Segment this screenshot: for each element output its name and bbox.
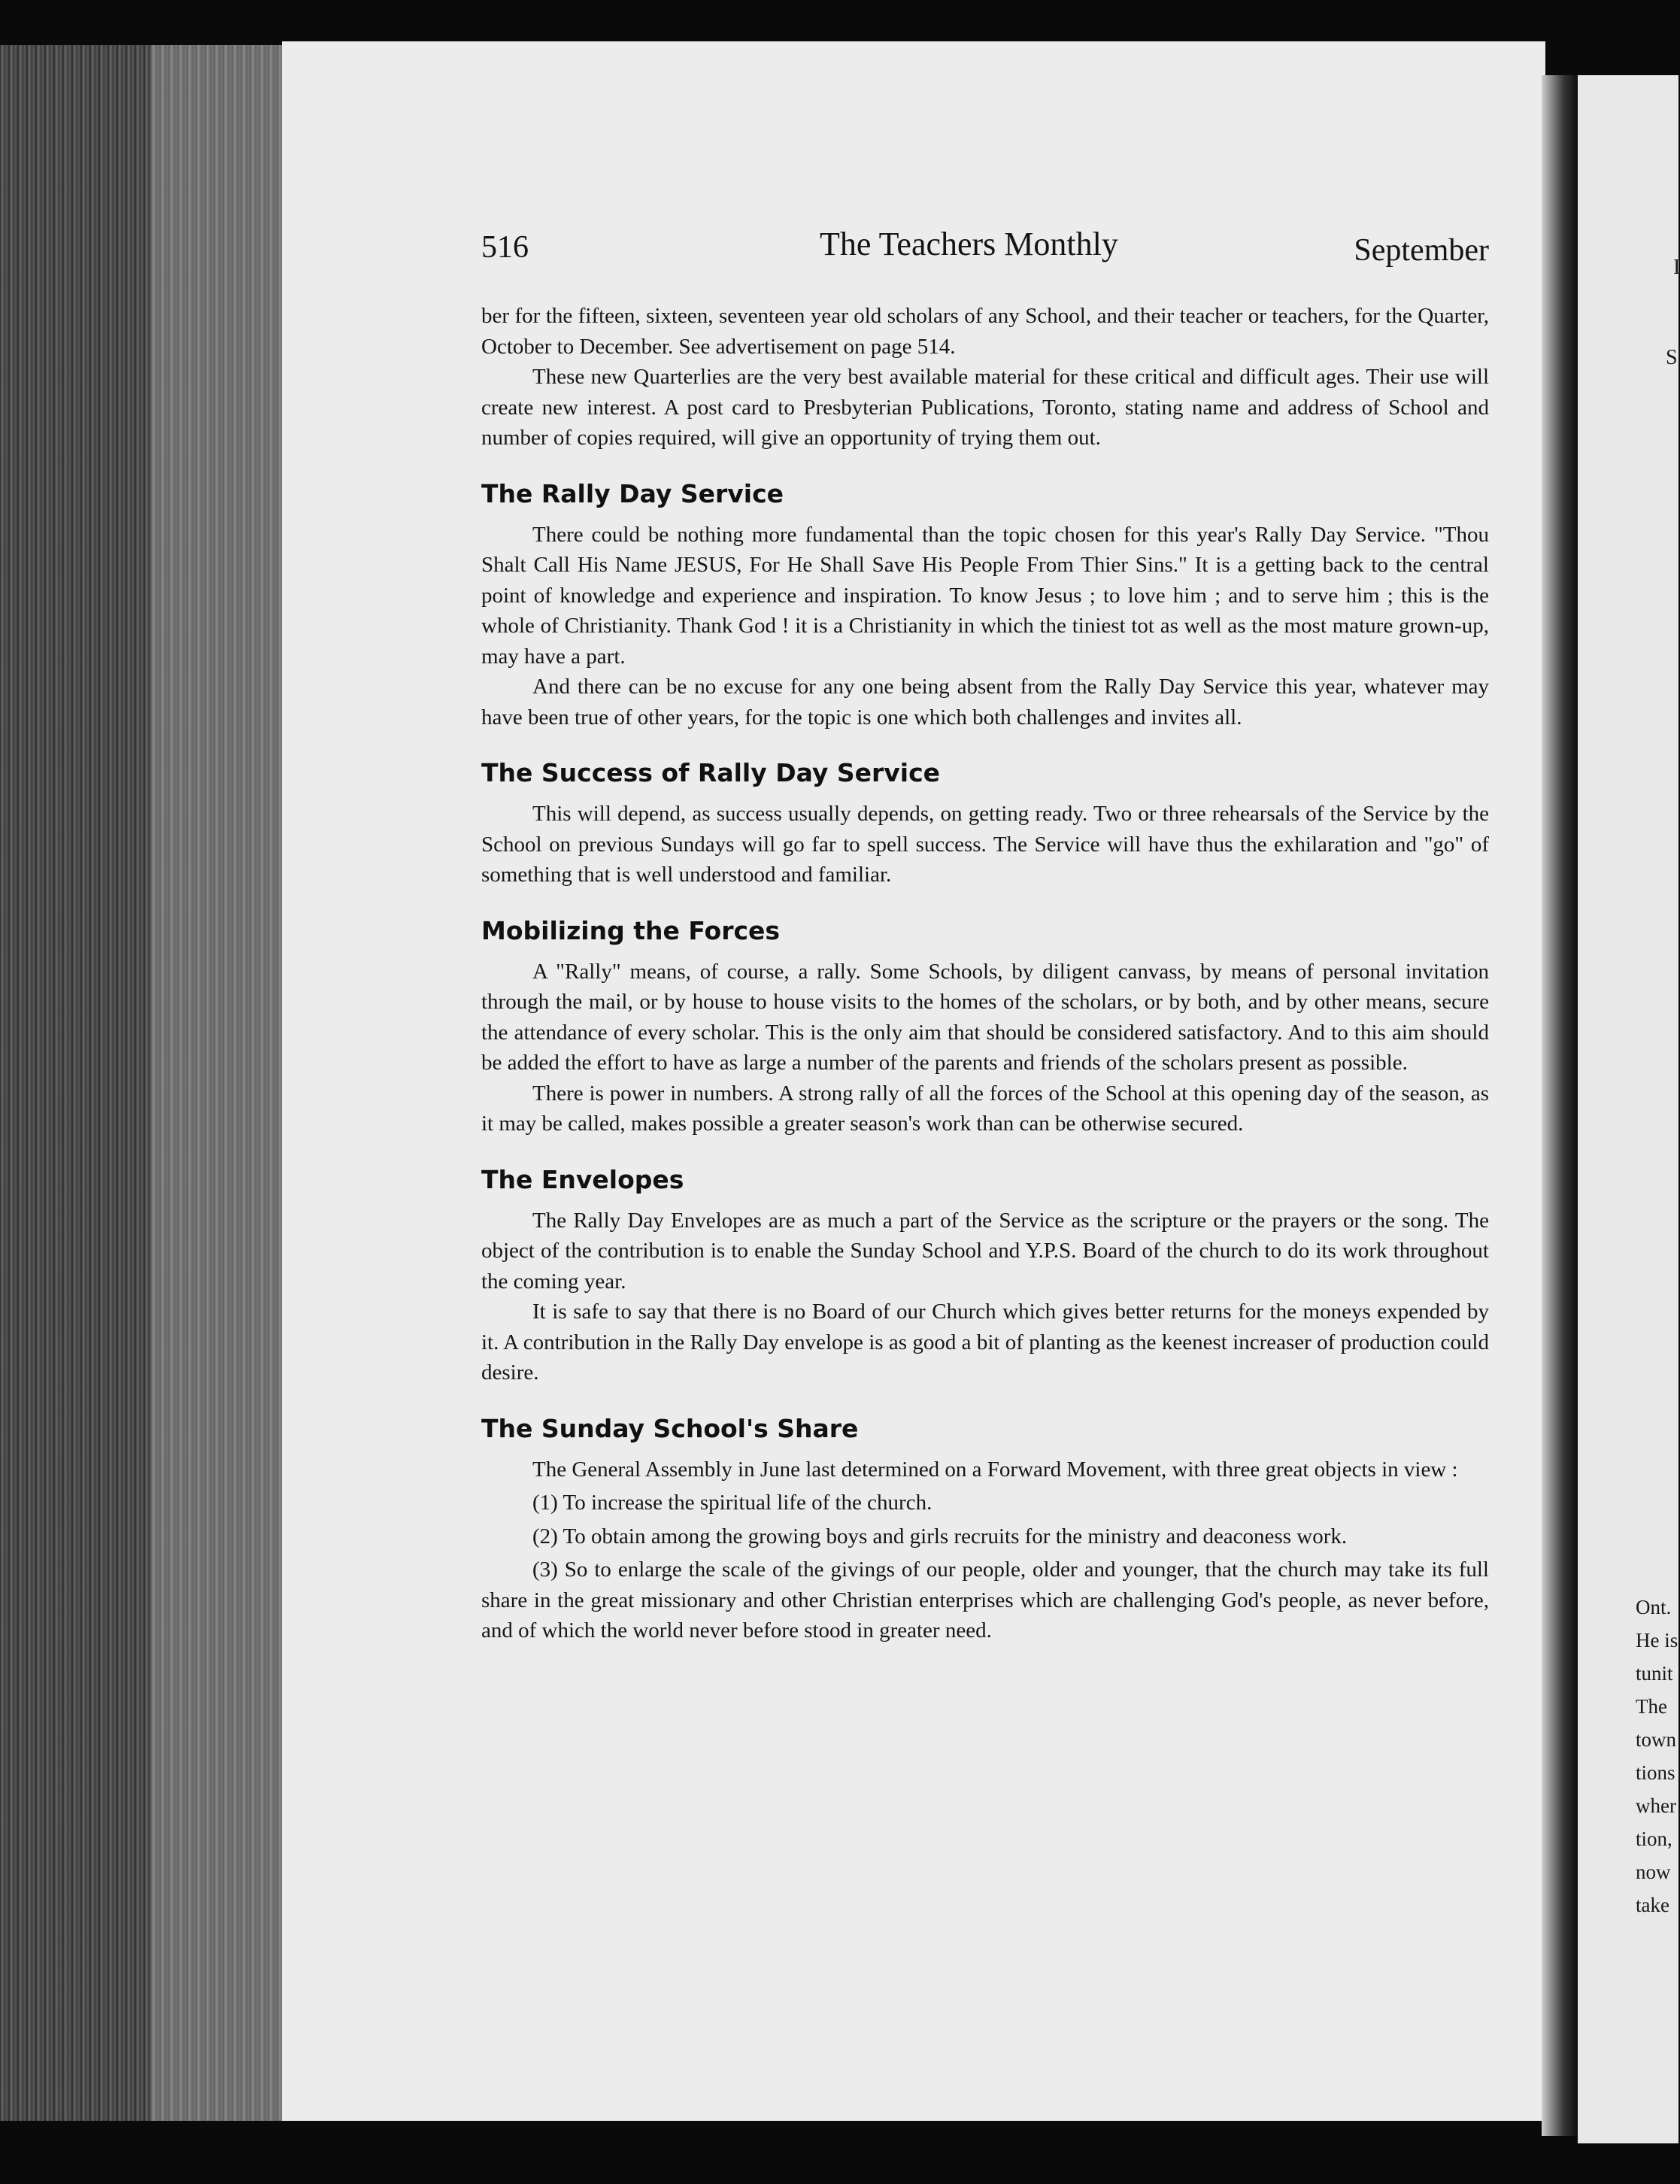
paragraph: And there can be no excuse for any one being absent from the Rally Day Service this year, whatever may have been true of other years, for the topic is one which both challenges and invites all.: [481, 675, 1489, 730]
section-heading: The Rally Day Service: [481, 478, 784, 508]
article-body: [481, 301, 1489, 1646]
paragraph: This will depend, as success usually depends, on getting ready. Two or three rehearsals of the Service by the School on previous Sundays will go far to spell success. The Service will have thus the exhilaration and "go" of something that is well understood and familiar.: [481, 802, 1489, 887]
section-heading: The Success of Rally Day Service: [481, 758, 941, 787]
page-number: 516: [481, 230, 529, 265]
facing-line: town: [1636, 1728, 1676, 1751]
list-item: (3) So to enlarge the scale of the givings of our people, older and younger, that the church may take its full share in the great missionary and other Christian enterprises which are challenging God's people, as never before, and of which the world never before stood in greater need.: [481, 1558, 1489, 1643]
section-heading: Mobilizing the Forces: [481, 915, 781, 945]
section-heading: The Envelopes: [481, 1164, 684, 1194]
paragraph: There could be nothing more fundamental than the topic chosen for this year's Rally Day Service. "Thou Shalt Call His Name JESUS, For He Shall Save His People From Thier Sins." It is a getting back to the central point of knowledge and experience and inspiration. To know Jesus ; to love him ; and to serve him ; this is the whole of Christianity. Thank God ! it is a Christianity in which the tiniest tot as well as the most mature grown-up, may have a part.: [481, 522, 1489, 669]
facing-line: tion,: [1636, 1828, 1672, 1850]
running-head: [481, 226, 1489, 275]
facing-page-letter: I: [1673, 256, 1680, 279]
facing-page-text: [1636, 1591, 1678, 1922]
list-item: (1) To increase the spiritual life of the church.: [532, 1491, 932, 1515]
paragraph: These new Quarterlies are the very best available material for these critical and difficult ages. Their use will create new interest. A post card to Presbyterian Publications, Toronto, stating name and address of School and number of copies required, will give an opportunity of trying them out.: [481, 365, 1489, 450]
book-edge-pages: [150, 45, 286, 2121]
month: September: [1354, 233, 1489, 268]
facing-line: He is: [1636, 1629, 1678, 1652]
paragraph: There is power in numbers. A strong rally of all the forces of the School at this opening day of the season, as it may be called, makes possible a greater season's work than can be otherwise secured.: [481, 1081, 1489, 1136]
facing-line: tunit: [1636, 1662, 1673, 1685]
journal-title: The Teachers Monthly: [820, 226, 1118, 262]
paragraph: A "Rally" means, of course, a rally. Some Schools, by diligent canvass, by means of personal invitation through the mail, or by house to house visits to the homes of the scholars, or by both, and by other means, secure the attendance of every scholar. This is the only aim that should be considered satisfactory. And to this aim should be added the effort to have as large a number of the parents and friends of the scholars present as possible.: [481, 959, 1489, 1075]
gutter: [1542, 75, 1579, 2136]
paragraph: It is safe to say that there is no Board of our Church which gives better returns for the moneys expended by it. A contribution in the Rally Day envelope is as good a bit of planting as the keenest increaser of production could desire.: [481, 1300, 1489, 1385]
paragraph: The General Assembly in June last determined on a Forward Movement, with three great objects in view :: [532, 1457, 1458, 1482]
facing-line: wher: [1636, 1794, 1676, 1817]
paragraph: ber for the fifteen, sixteen, seventeen year old scholars of any School, and their teacher or teachers, for the Quarter, October to December. See advertisement on page 514.: [481, 304, 1489, 359]
section-heading: The Sunday School's Share: [481, 1413, 859, 1443]
facing-line: take: [1636, 1894, 1669, 1916]
facing-line: The: [1636, 1695, 1667, 1718]
facing-line: Ont.: [1636, 1596, 1672, 1618]
paragraph: The Rally Day Envelopes are as much a part of the Service as the scripture or the prayers or the song. The object of the contribution is to enable the Sunday School and Y.P.S. Board of the church to do its work throughout the coming year.: [481, 1208, 1489, 1294]
facing-page-letter: S: [1666, 346, 1678, 369]
facing-line: tions: [1636, 1761, 1675, 1784]
facing-line: now: [1636, 1861, 1671, 1883]
list-item: (2) To obtain among the growing boys and girls recruits for the ministry and deaconess work.: [532, 1524, 1348, 1549]
